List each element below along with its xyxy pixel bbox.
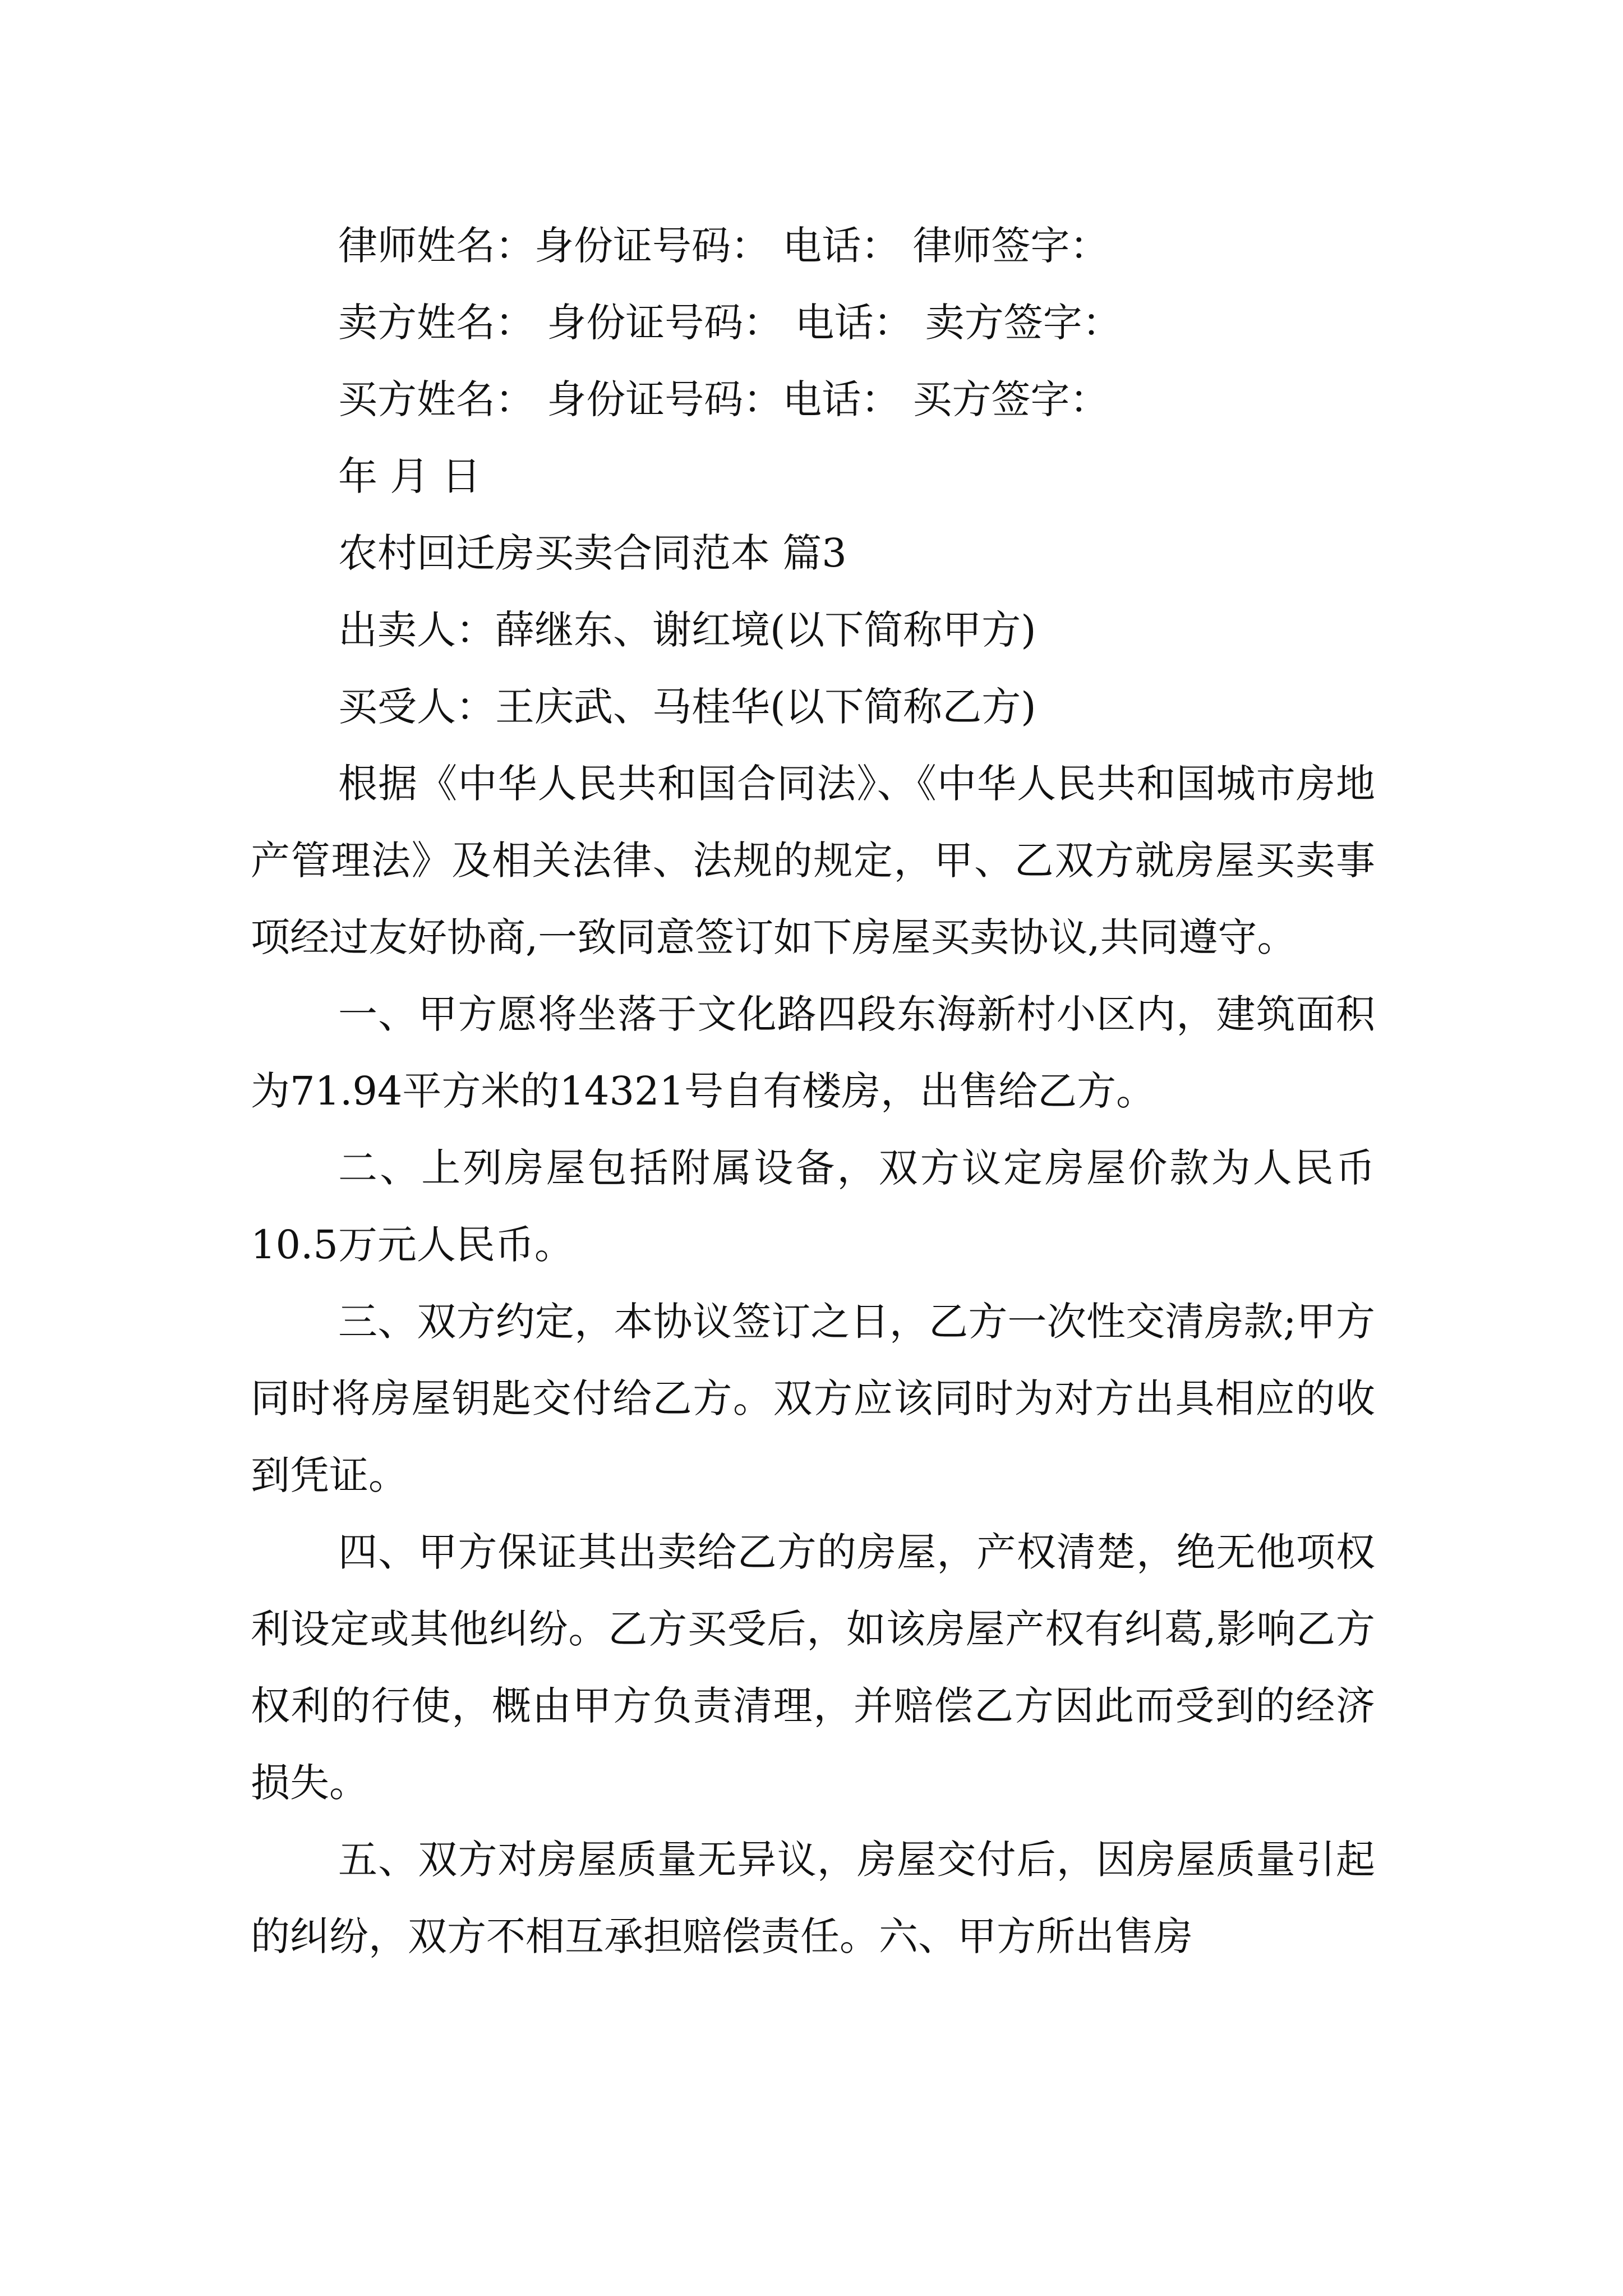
buyer-party-line: 买受人：王庆武、马桂华(以下简称乙方) <box>338 684 1036 730</box>
paragraph-preamble: 根据《中华人民共和国合同法》、《中华人民共和国城市房地产管理法》及相关法律、法规的规定，甲、乙双方就房屋买卖事项经过友好协商,一致同意签订如下房屋买卖协议,共同遵守。 <box>251 761 1375 960</box>
seller-info-line: 卖方姓名： 身份证号码： 电话： 卖方签字： <box>338 300 1122 346</box>
buyer-info-line: 买方姓名： 身份证号码：电话： 买方签字： <box>338 376 1109 422</box>
date-line: 年 月 日 <box>338 453 481 499</box>
paragraph-clause-5: 五、双方对房屋质量无异议，房屋交付后，因房屋质量引起的纠纷，双方不相互承担赔偿责任。六、甲方所出售房 <box>251 1837 1375 1959</box>
lawyer-info-line: 律师姓名：身份证号码： 电话： 律师签字： <box>338 223 1109 269</box>
paragraph-clause-1: 一、甲方愿将坐落于文化路四段东海新村小区内，建筑面积为71.94平方米的14321号自有楼房，出售给乙方。 <box>251 991 1375 1114</box>
section-title: 农村回迁房买卖合同范本 篇3 <box>338 530 847 576</box>
paragraph-clause-4: 四、甲方保证其出卖给乙方的房屋，产权清楚，绝无他项权利设定或其他纠纷。乙方买受后，如该房屋产权有纠葛,影响乙方权利的行使，概由甲方负责清理，并赔偿乙方因此而受到的经济损失。 <box>251 1529 1375 1806</box>
paragraph-clause-3: 三、双方约定，本协议签订之日，乙方一次性交清房款;甲方同时将房屋钥匙交付给乙方。双方应该同时为对方出具相应的收到凭证。 <box>251 1299 1375 1498</box>
paragraph-clause-2: 二、上列房屋包括附属设备，双方议定房屋价款为人民币10.5万元人民币。 <box>251 1145 1375 1268</box>
seller-party-line: 出卖人：薛继东、谢红境(以下简称甲方) <box>338 607 1036 653</box>
document-body <box>251 208 1375 1975</box>
